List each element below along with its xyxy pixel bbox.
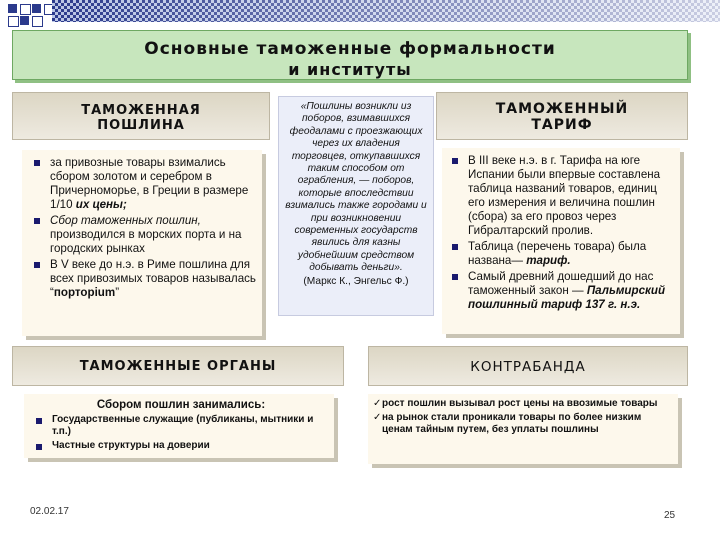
- list-item: Самый древний дошедший до нас таможенный закон — Пальмирский пошлинный тариф 137 г. н.э.: [450, 270, 674, 312]
- list-item: за привозные товары взимались сбором золотом и серебром в Причерноморье, в Греции в размере 1/10 их цены;: [32, 156, 256, 212]
- contraband-header-label: КОНТРАБАНДА: [470, 359, 586, 375]
- quote-source: (Маркс К., Энгельс Ф.): [303, 275, 409, 287]
- organs-header-label: ТАМОЖЕННЫЕ ОРГАНЫ: [79, 359, 277, 374]
- list-item: Государственные служащие (публиканы, мытники и т.п.): [34, 414, 328, 438]
- tariff-header-line-1: ТАМОЖЕННЫЙ: [495, 101, 629, 117]
- organs-list: [34, 414, 328, 452]
- title-line-1: Основные таможенные формальности: [144, 39, 556, 59]
- tariff-list: [450, 154, 674, 312]
- list-item: ✓ на рынок стали проникали товары по более низким ценам тайным путем, без уплаты пошлины: [372, 412, 672, 436]
- organs-box: [24, 394, 334, 458]
- duty-box: [22, 150, 262, 336]
- organs-subtitle: Сбором пошлин занимались:: [96, 399, 266, 411]
- list-item: ✓ рост пошлин вызывал рост цены на ввозимые товары: [372, 398, 672, 410]
- contraband-box: [368, 394, 678, 464]
- tariff-header-line-2: ТАРИФ: [531, 117, 593, 133]
- duty-header: [12, 92, 270, 140]
- organs-header: [12, 346, 344, 386]
- list-item: В III веке н.э. в г. Тарифа на юге Испании были впервые составлена таблица названий товаров, единиц его измерения и величина пошлин (сбора) за его провоз через Гибралтарский пролив.: [450, 154, 674, 238]
- duty-header-label: ТАМОЖЕННАЯ ПОШЛИНА: [81, 103, 201, 133]
- duty-list: [32, 156, 256, 300]
- contraband-list: [372, 398, 672, 436]
- tariff-header: [436, 92, 688, 140]
- quote-text: «Пошлины возникли из поборов, взимавшихся феодалами с проезжающих через их владения торговцев, откупавшихся таким способом от ограбления, — поборов, которые впоследствии взимались также городами и при возникновении современных государств явились для казны удобнейшим средством добывать деньги».: [285, 101, 427, 274]
- page-number: 25: [664, 510, 676, 521]
- list-item: Сбор таможенных пошлин, производился в морских порта и на городских рынках: [32, 214, 256, 256]
- list-item: В V веке до н.э. в Риме пошлина для всех привозимых товаров называлась “порторium”: [32, 258, 256, 300]
- contraband-header: [368, 346, 688, 386]
- list-item: Таблица (перечень товара) была названа— тариф.: [450, 240, 674, 268]
- title-line-2: и институты: [288, 60, 412, 79]
- list-item: Частные структуры на доверии: [34, 440, 328, 452]
- title-banner: [12, 30, 688, 80]
- tariff-box: [442, 148, 680, 334]
- quote-box: [278, 96, 434, 316]
- checkered-strip: [52, 0, 720, 22]
- footer-date: 02.02.17: [30, 506, 69, 517]
